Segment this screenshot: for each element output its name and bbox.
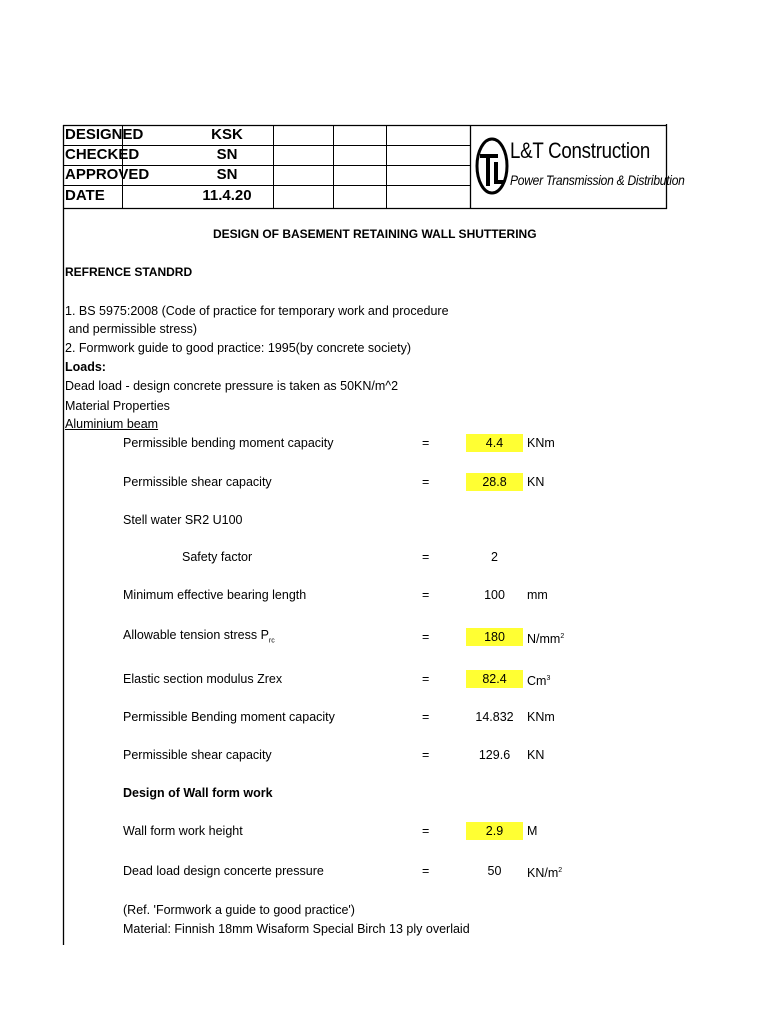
param-label: Design of Wall form work [123,786,273,800]
designed-value: KSK [211,126,243,143]
param-value: 28.8 [466,473,523,491]
param-unit-text: KN/m [527,866,559,881]
param-unit-text: Cm [527,674,547,689]
logo-division-name: Power Transmission & Distribution [510,172,685,188]
date-value: 11.4.20 [202,187,252,204]
param-unit: KNm [527,436,555,450]
param-label: Permissible shear capacity [123,748,272,762]
param-equals: = [422,748,430,762]
param-unit [527,628,564,648]
param-equals: = [422,475,430,489]
param-value: 82.4 [466,670,523,688]
param-unit: KNm [527,710,555,724]
param-equals: = [422,588,430,602]
param-label: Dead load design concerte pressure [123,864,324,878]
param-unit-superscript: 2 [560,633,565,640]
param-value: 2.9 [466,822,523,840]
param-value: 50 [487,864,502,878]
param-label: Stell water SR2 U100 [123,513,243,527]
param-unit [527,862,562,882]
param-label: Safety factor [182,550,253,564]
dead-load-text: Dead load - design concrete pressure is taken as 50KN/m^2 [65,379,399,393]
company-logo [474,130,685,204]
param-unit: KN [527,475,545,489]
param-unit-superscript: 3 [546,675,551,682]
param-unit: M [527,824,538,838]
param-equals: = [422,436,430,450]
param-label [123,626,275,651]
date-label: DATE [65,187,105,204]
document-title: DESIGN OF BASEMENT RETAINING WALL SHUTTERING [213,227,537,241]
material-properties-heading: Material Properties [65,399,170,413]
reference-line-1b: and permissible stress) [65,322,197,336]
param-value: 4.4 [466,434,523,452]
reference-line-1: 1. BS 5975:2008 (Code of practice for temporary work and procedure [65,304,449,318]
designed-label: DESIGNED [65,126,144,143]
reference-heading: REFRENCE STANDRD [65,265,193,279]
param-unit: KN [527,748,545,762]
param-label-subscript: rc [268,637,275,645]
lt-logo-icon [474,136,510,196]
loads-heading: Loads: [65,360,106,374]
param-value: 2 [491,550,498,564]
footer-material: Material: Finnish 18mm Wisaform Special Birch 13 ply overlaid [123,922,470,936]
param-equals: = [422,864,430,878]
approved-label: APPROVED [65,166,150,183]
param-label: Permissible bending moment capacity [123,436,334,450]
param-label: Permissible Bending moment capacity [123,710,335,724]
param-label: Permissible shear capacity [123,475,272,489]
param-unit-superscript: 2 [558,867,563,874]
param-label: Wall form work height [123,824,243,838]
param-label: Minimum effective bearing length [123,588,307,602]
param-equals: = [422,824,430,838]
param-equals: = [422,710,430,724]
checked-value: SN [216,146,238,163]
param-unit: mm [527,588,548,602]
param-value: 100 [484,588,505,602]
reference-line-2: 2. Formwork guide to good practice: 1995(by concrete society) [65,341,412,355]
approved-value: SN [216,166,238,183]
param-value: 129.6 [478,748,511,762]
param-value: 14.832 [475,710,514,724]
aluminium-beam-heading: Aluminium beam [65,417,159,431]
param-equals: = [422,550,430,564]
param-unit-text: N/mm [527,632,561,647]
checked-label: CHECKED [65,146,140,163]
param-label-text: Allowable tension stress P [123,628,269,642]
footer-reference: (Ref. 'Formwork a guide to good practice') [123,903,355,917]
param-equals: = [422,630,430,644]
logo-company-name: L&T Construction [510,138,651,163]
param-equals: = [422,672,430,686]
param-value: 180 [466,628,523,646]
param-unit [527,670,550,690]
param-label: Elastic section modulus Zrex [123,672,283,686]
